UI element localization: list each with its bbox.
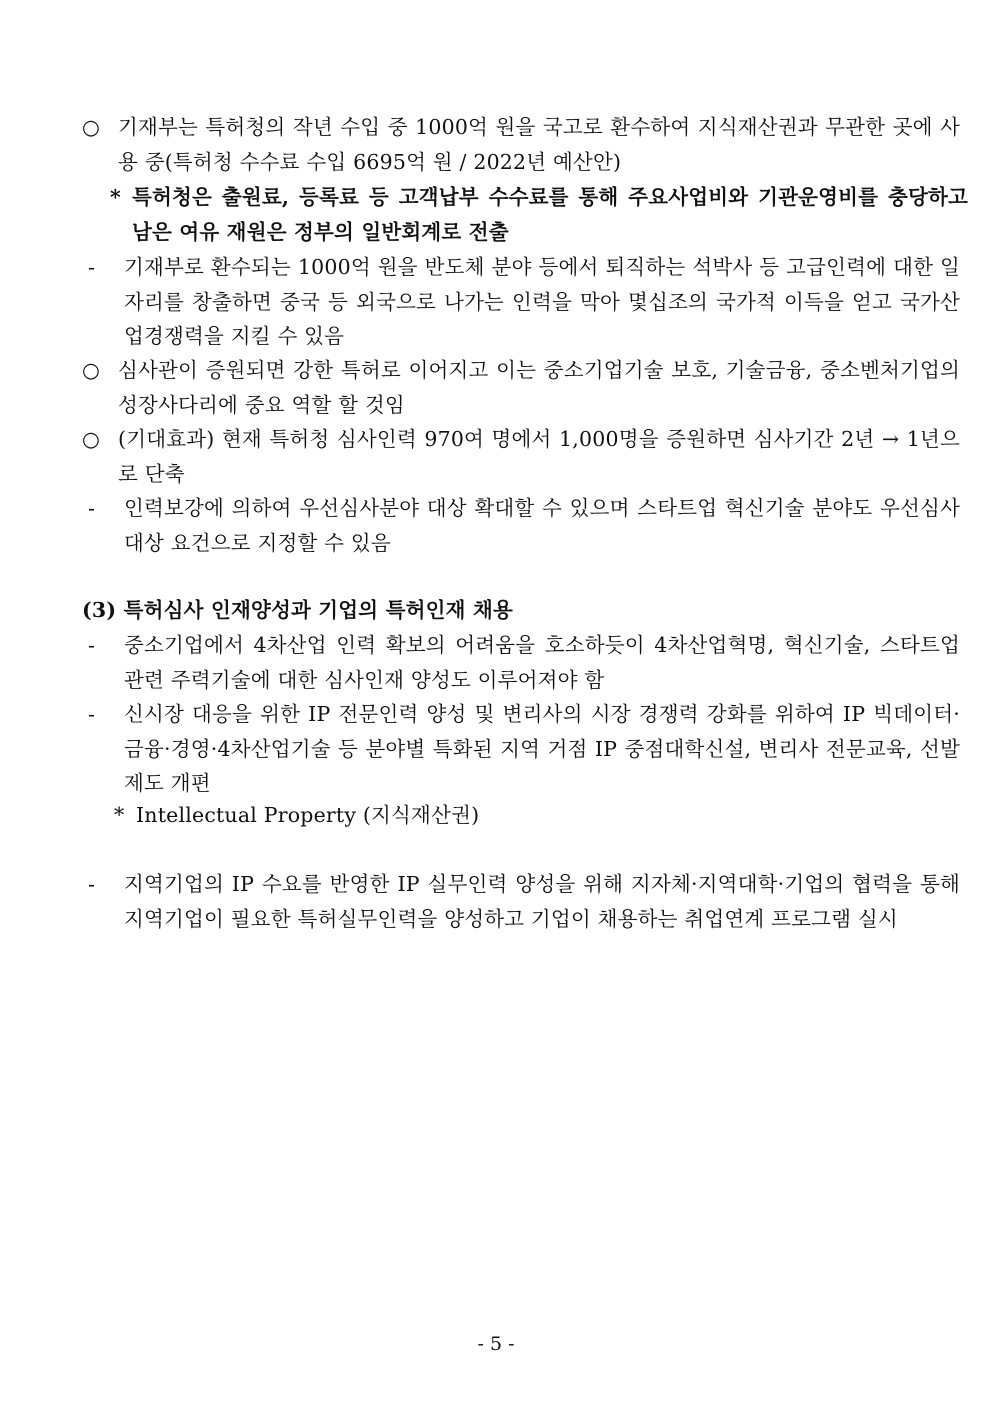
dash-marker: -	[88, 872, 96, 896]
dash-marker: -	[88, 633, 96, 657]
circle-bullet-marker: ○	[82, 115, 101, 139]
page-number: - 5 -	[477, 1333, 515, 1355]
bold-footnote	[88, 180, 968, 249]
dash-marker: -	[88, 255, 96, 279]
asterisk-marker: *	[114, 803, 125, 827]
paragraph-text: 지역기업의 IP 수요를 반영한 IP 실무인력 양성을 위해 지자체·지역대학·기업의 협력을 통해 지역기업이 필요한 특허실무인력을 양성하고 기업이 채용하는 취업연계 프로그램 실시	[124, 872, 960, 931]
bullet-circle-item	[82, 422, 960, 491]
dash-item	[88, 628, 960, 697]
dash-item	[88, 250, 960, 354]
dash-marker: -	[88, 496, 96, 520]
bullet-circle-item	[82, 353, 960, 422]
dash-marker: -	[88, 702, 96, 726]
paragraph-text: (기대효과) 현재 특허청 심사인력 970여 명에서 1,000명을 증원하면 심사기간 2년 → 1년으로 단축	[118, 427, 960, 486]
paragraph-text: 신시장 대응을 위한 IP 전문인력 양성 및 변리사의 시장 경쟁력 강화를 위하여 IP 빅데이터·금융·경영·4차산업기술 등 분야별 특화된 지역 거점 IP 중점대학신설, 변리사 전문교육, 선발제도 개편	[124, 702, 960, 795]
footnote	[92, 798, 968, 833]
paragraph-text: 중소기업에서 4차산업 인력 확보의 어려움을 호소하듯이 4차산업혁명, 혁신기술, 스타트업 관련 주력기술에 대한 심사인재 양성도 이루어져야 함	[124, 633, 960, 692]
asterisk-marker: *	[110, 185, 121, 209]
paragraph-text: 심사관이 증원되면 강한 특허로 이어지고 이는 중소기업기술 보호, 기술금융, 중소벤처기업의 성장사다리에 중요 역할 할 것임	[118, 358, 960, 417]
dash-item	[88, 491, 960, 560]
dash-item	[88, 867, 960, 936]
dash-item	[88, 697, 960, 801]
paragraph-text: 인력보강에 의하여 우선심사분야 대상 확대할 수 있으며 스타트업 혁신기술 분야도 우선심사 대상 요건으로 지정할 수 있음	[124, 496, 960, 555]
circle-bullet-marker: ○	[82, 427, 101, 451]
paragraph-text: 기재부는 특허청의 작년 수입 중 1000억 원을 국고로 환수하여 지식재산권과 무관한 곳에 사용 중(특허청 수수료 수입 6695억 원 / 2022년 예산안)	[118, 115, 960, 174]
paragraph-text: Intellectual Property (지식재산권)	[136, 803, 480, 827]
paragraph-text: 특허청은 출원료, 등록료 등 고객납부 수수료를 통해 주요사업비와 기관운영비를 충당하고 남은 여유 재원은 정부의 일반회계로 전출	[132, 185, 968, 244]
paragraph-text: 기재부로 환수되는 1000억 원을 반도체 분야 등에서 퇴직하는 석박사 등 고급인력에 대한 일자리를 창출하면 중국 등 외국으로 나가는 인력을 막아 몇십조의 국가적 이득을 얻고 국가산업경쟁력을 지킬 수 있음	[124, 255, 960, 348]
circle-bullet-marker: ○	[82, 358, 101, 382]
bullet-circle-item	[82, 110, 960, 179]
section-heading: (3) 특허심사 인재양성과 기업의 특허인재 채용	[82, 598, 514, 622]
